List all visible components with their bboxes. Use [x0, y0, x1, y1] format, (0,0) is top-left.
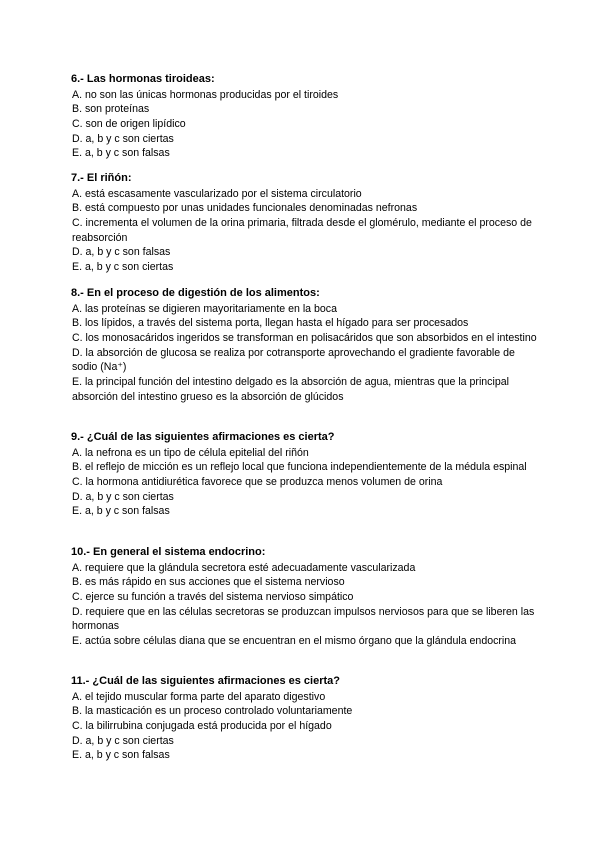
option-b: B. la masticación es un proceso controlado voluntariamente — [72, 705, 353, 718]
option-d: D. requiere que en las células secretoras se produzcan impulsos nerviosos para que se liberen las hormonas — [72, 605, 535, 633]
question-title: 9.- ¿Cuál de las siguientes afirmaciones es cierta? — [71, 431, 335, 443]
option-c: C. incrementa el volumen de la orina primaria, filtrada desde el glomérulo, mediante el proceso de reabsorción — [72, 217, 532, 244]
option-b: B. es más rápido en sus acciones que el sistema nervioso — [72, 576, 345, 589]
option-d: D. a, b y c son ciertas — [72, 734, 174, 747]
option-a: A. las proteínas se digieren mayoritariamente en la boca — [72, 302, 337, 315]
option-e: E. a, b y c son falsas — [72, 147, 170, 160]
question-title: 11.- ¿Cuál de las siguientes afirmaciones es cierta? — [71, 675, 341, 687]
option-e: E. a, b y c son falsas — [72, 505, 170, 518]
option-d: D. a, b y c son ciertas — [72, 132, 174, 145]
question-title: 8.- En el proceso de digestión de los alimentos: — [71, 287, 320, 299]
option-d: D. a, b y c son falsas — [72, 246, 171, 259]
option-a: A. requiere que la glándula secretora esté adecuadamente vascularizada — [72, 561, 416, 574]
question-title: 10.- En general el sistema endocrino: — [71, 546, 266, 558]
question-title: 6.- Las hormonas tiroideas: — [71, 73, 215, 85]
question-6 — [71, 72, 541, 161]
option-c: C. ejerce su función a través del sistema nervioso simpático — [72, 591, 354, 603]
option-e: E. actúa sobre células diana que se encuentran en el mismo órgano que la glándula endocrina — [72, 635, 517, 648]
option-d: D. la absorción de glucosa se realiza por cotransporte aprovechando el gradiente favorable de sodio (Na⁺) — [72, 346, 515, 374]
option-b: B. el reflejo de micción es un reflejo local que funciona independientemente de la médula espinal — [72, 461, 527, 474]
question-7 — [71, 171, 541, 275]
option-c: C. los monosacáridos ingeridos se transforman en polisacáridos que son absorbidos en el intestino — [72, 332, 537, 344]
option-a: A. no son las únicas hormonas producidas por el tiroides — [72, 88, 339, 101]
option-d: D. a, b y c son ciertas — [72, 490, 174, 503]
option-a: A. el tejido muscular forma parte del aparato digestivo — [72, 690, 326, 703]
option-e: E. a, b y c son falsas — [72, 749, 170, 762]
option-c: C. la bilirrubina conjugada está producida por el hígado — [72, 720, 332, 732]
option-b: B. los lípidos, a través del sistema porta, llegan hasta el hígado para ser procesados — [72, 317, 469, 330]
option-a: A. está escasamente vascularizado por el sistema circulatorio — [72, 187, 362, 200]
option-a: A. la nefrona es un tipo de célula epitelial del riñón — [72, 446, 309, 459]
question-11 — [71, 674, 541, 763]
question-title: 7.- El riñón: — [71, 172, 132, 184]
option-b: B. son proteínas — [72, 103, 150, 116]
question-9 — [71, 430, 541, 519]
option-c: C. la hormona antidiurética favorece que se produzca menos volumen de orina — [72, 476, 443, 488]
question-10 — [71, 545, 541, 649]
option-b: B. está compuesto por unas unidades funcionales denominadas nefronas — [72, 202, 418, 215]
question-8 — [71, 286, 541, 405]
option-e: E. la principal función del intestino delgado es la absorción de agua, mientras que la principal absorción del intestino grueso es la absorción de glúcidos — [72, 376, 509, 403]
option-e: E. a, b y c son ciertas — [72, 261, 174, 274]
option-c: C. son de origen lipídico — [72, 118, 186, 130]
